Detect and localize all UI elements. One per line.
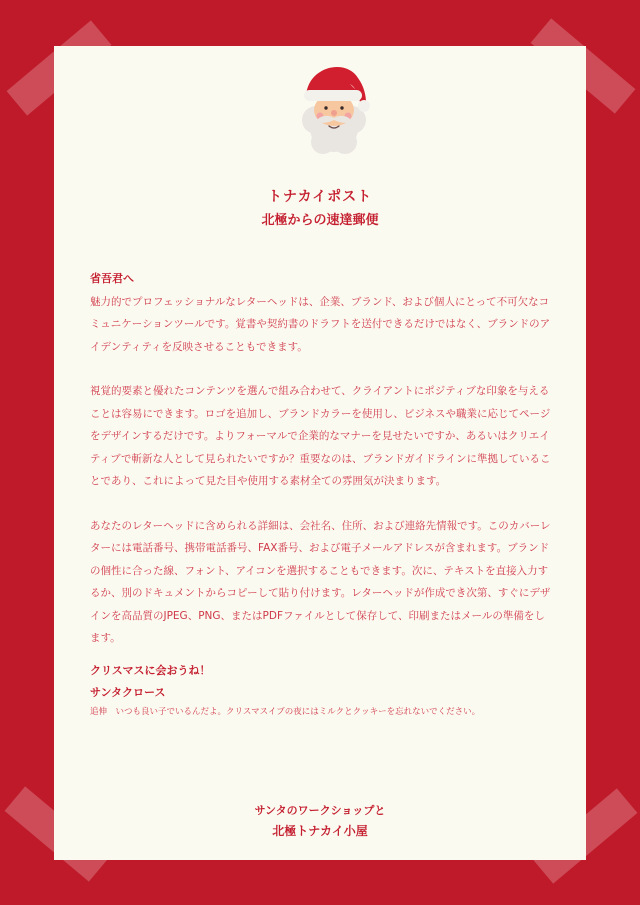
signature: サンタクロース xyxy=(90,685,166,699)
sign-off xyxy=(90,660,552,704)
postscript: 追伸 いつも良い子でいるんだよ。クリスマスイブの夜にはミルクとクッキーを忘れないでください。 xyxy=(90,706,481,717)
letter-body xyxy=(90,268,552,720)
footer-line-1: サンタのワークショップと xyxy=(254,804,386,817)
body-paragraph-3: あなたのレターヘッドに含められる詳細は、会社名、住所、および連絡先情報です。このカバーレターには電話番号、携帯電話番号、FAX番号、および電子メールアドレスが含まれます。ブランドの個性に合った線、フォント、アイコンを選択することもできます。次に、テキストを直接入力するか、別のドキュメントからコピーして貼り付けます。レターヘッドが作成でき次第、すぐにデザインを高品質のJPEG、PNG、またはPDFファイルとして保存して、印刷またはメールの準備をします。 xyxy=(90,519,551,644)
footer-line-2: 北極トナカイ小屋 xyxy=(272,824,368,838)
company-tagline: 北極からの速達郵便 xyxy=(261,213,379,228)
letter-paper xyxy=(54,46,586,860)
body-paragraph-2: 視覚的要素と優れたコンテンツを選んで組み合わせて、クライアントにポジティブな印象を与えることは容易にできます。ロゴを追加し、ブランドカラーを使用し、ビジネスや職業に応じてページをデザインするだけです。よりフォーマルで企業的なマナーを見せたいですか、あるいはクリエイティブで斬新な人として見られたいですか？重要なのは、ブランドガイドラインに準拠していることであり、これによって見た目や使用する素材全ての雰囲気が決まります。 xyxy=(90,385,551,487)
greeting: 省吾君へ xyxy=(90,272,134,285)
santa-face-icon xyxy=(296,56,372,156)
closing-line: クリスマスに会おうね！ xyxy=(90,663,211,677)
company-name: トナカイポスト xyxy=(267,189,373,205)
body-paragraph-1: 魅力的でプロフェッショナルなレターヘッドは、企業、ブランド、および個人にとって不可欠なコミュニケーションツールです。覚書や契約書のドラフトを送付できるだけではなく、ブランドのアイデンティティを反映させることもできます。 xyxy=(90,295,551,353)
